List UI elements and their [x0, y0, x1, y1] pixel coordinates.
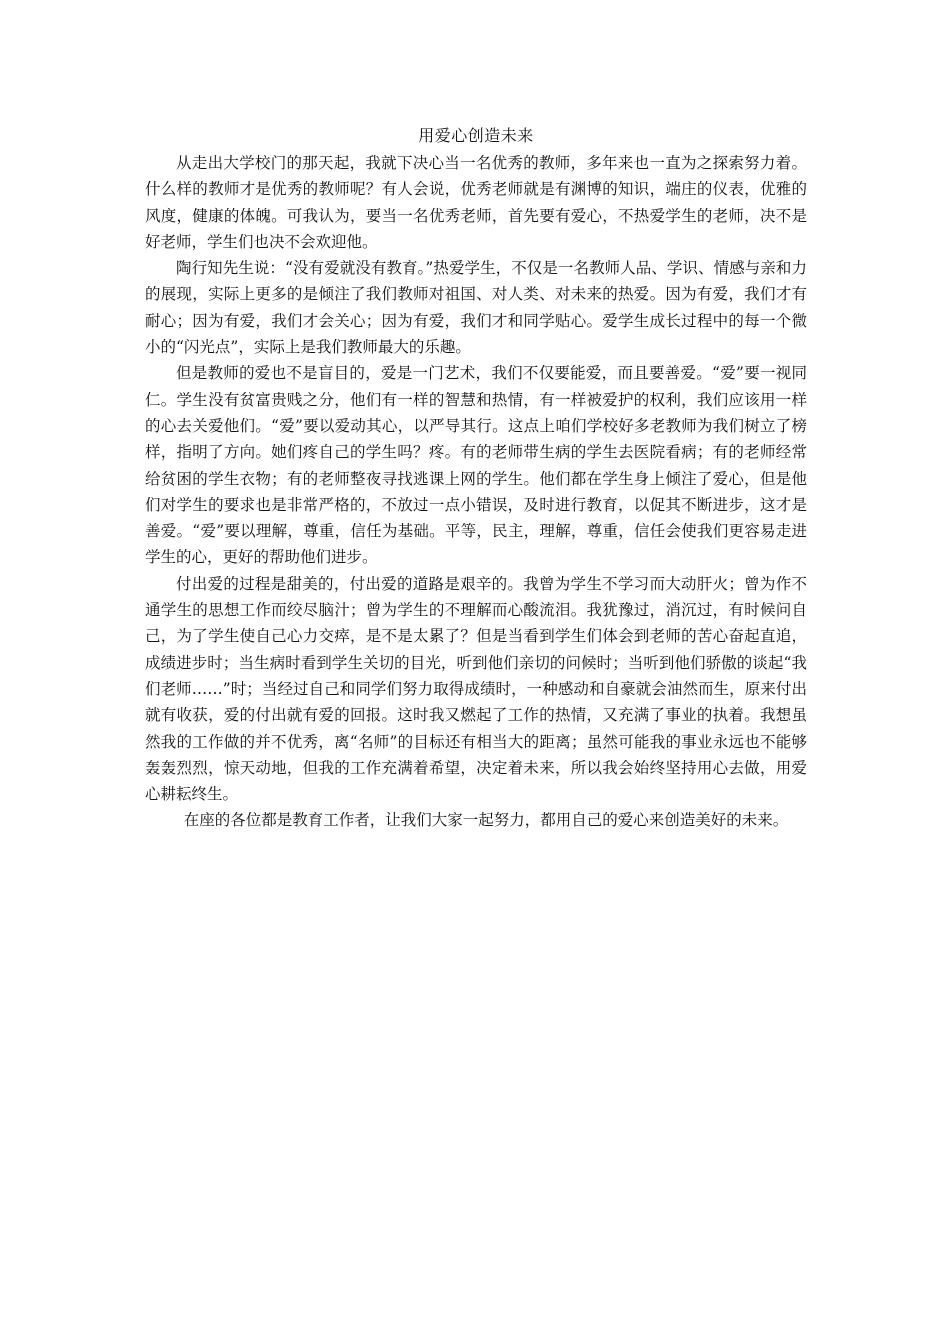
paragraph-2: 陶行知先生说：“没有爱就没有教育。”热爱学生，不仅是一名教师人品、学识、情感与亲和力的展现，实际上更多的是倾注了我们教师对祖国、对人类、对未来的热爱。因为有爱，我们才有耐心；因为有爱，我们才会关心；因为有爱，我们才和同学贴心。爱学生成长过程中的每一个微小的“闪光点”，实际上是我们教师最大的乐趣。 — [145, 259, 807, 357]
paragraph-5: 在座的各位都是教育工作者，让我们大家一起努力，都用自己的爱心来创造美好的未来。 — [183, 811, 789, 830]
paragraph-1: 从走出大学校门的那天起，我就下决心当一名优秀的教师，多年来也一直为之探索努力着。什么样的教师才是优秀的教师呢？有人会说，优秀老师就是有渊博的知识，端庄的仪表，优雅的风度，健康的体魄。可我认为，要当一名优秀老师，首先要有爱心，不热爱学生的老师，决不是好老师，学生们也决不会欢迎他。 — [145, 154, 807, 251]
paragraph-3: 但是教师的爱也不是盲目的，爱是一门艺术，我们不仅要能爱，而且要善爱。“爱”要一视同仁。学生没有贫富贵贱之分，他们有一样的智慧和热情，有一样被爱护的权利，我们应该用一样的心去关爱他们。“爱”要以爱动其心，以严导其行。这点上咱们学校好多老教师为我们树立了榜样，指明了方向。她们疼自己的学生吗？疼。有的老师带生病的学生去医院看病；有的老师经常给贫困的学生衣物；有的老师整夜寻找逃课上网的学生。他们都在学生身上倾注了爱心，但是他们对学生的要求也是非常严格的，不放过一点小错误，及时进行教育，以促其不断进步，这才是善爱。“爱”要以理解，尊重，信任为基础。平等，民主，理解，尊重，信任会使我们更容易走进学生的心，更好的帮助他们进步。 — [145, 364, 807, 567]
paragraph-4: 付出爱的过程是甜美的，付出爱的道路是艰辛的。我曾为学生不学习而大动肝火；曾为作不通学生的思想工作而绞尽脑汁；曾为学生的不理解而心酸流泪。我犹豫过，消沉过，有时候问自己，为了学生使自己心力交瘁，是不是太累了？但是当看到学生们体会到老师的苦心奋起直追，成绩进步时；当生病时看到学生关切的目光，听到他们亲切的问候时；当听到他们骄傲的谈起“我们老师……”时；当经过自己和同学们努力取得成绩时，一种感动和自豪就会油然而生，原来付出就有收获，爱的付出就有爱的回报。这时我又燃起了工作的热情，又充满了事业的执着。我想虽然我的工作做的并不优秀，离“名师”的目标还有相当大的距离；虽然可能我的事业永远也不能够轰轰烈烈，惊天动地，但我的工作充满着希望，决定着未来，所以我会始终坚持用心去做，用爱心耕耘终生。 — [145, 574, 807, 804]
document-page — [145, 122, 807, 834]
document-title: 用爱心创造未来 — [418, 126, 534, 145]
